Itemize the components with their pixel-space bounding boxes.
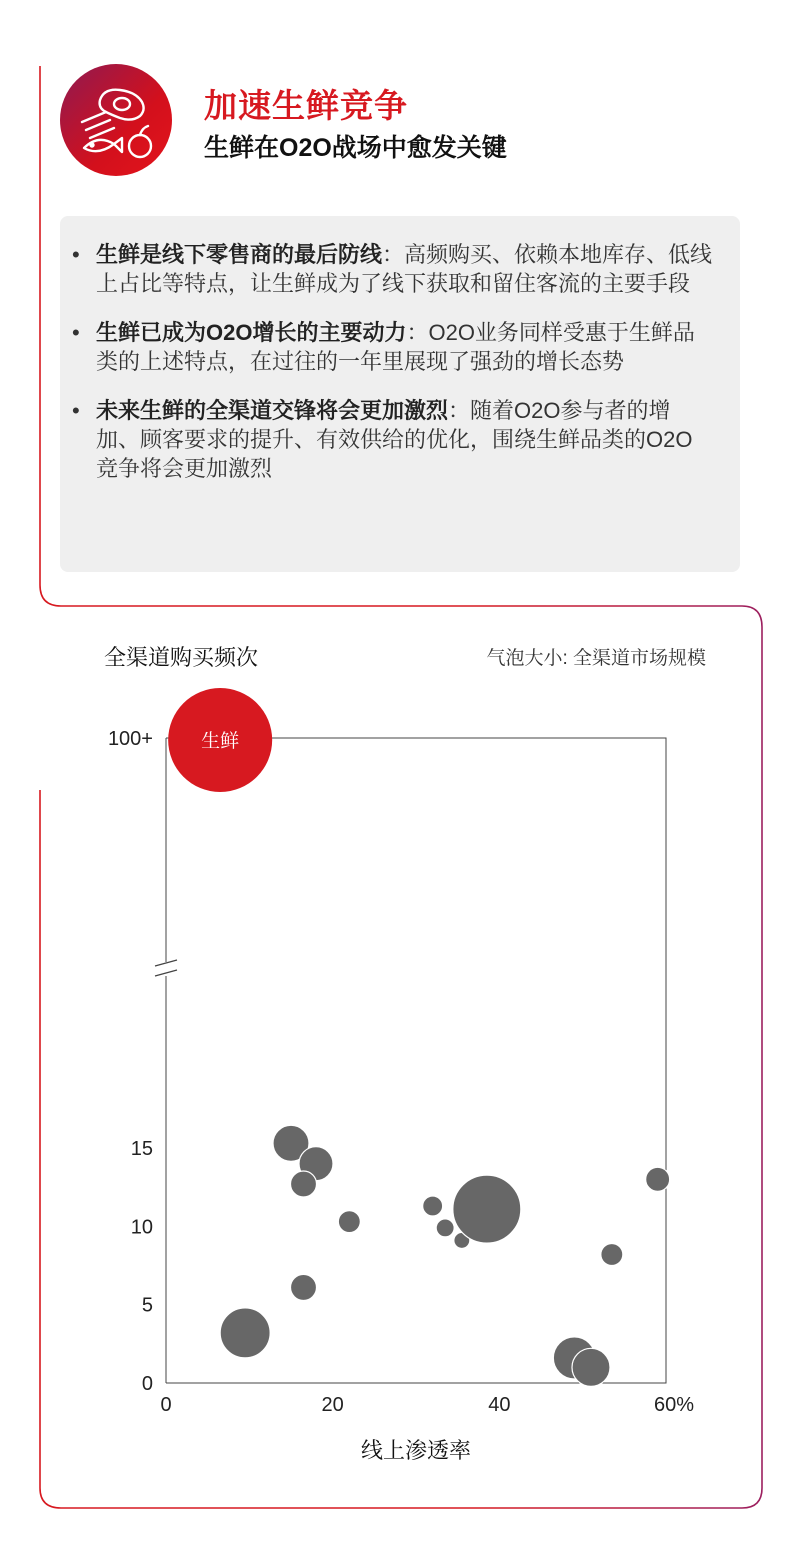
- bullet-heading: 生鲜是线下零售商的最后防线: [96, 242, 383, 267]
- bullet-text: ：高频购买、依赖本地库存、低线上占比等特点，让生鲜成为了线下获取和留住客流的主要手段: [96, 242, 713, 296]
- bullet-heading: 未来生鲜的全渠道交锋将会更加激烈: [96, 398, 449, 423]
- y-tick-label: 15: [130, 1138, 153, 1160]
- data-bubble: [436, 1219, 454, 1237]
- bullet-text: ：随着O2O参与者的增加、顾客要求的提升、有效供给的优化，围绕生鲜品类的O2O竞争将会更加激烈: [96, 398, 693, 481]
- highlight-bubble-label: 生鲜: [201, 731, 240, 752]
- data-bubble: [291, 1274, 317, 1300]
- plot-frame: [166, 738, 666, 1383]
- data-bubble: [601, 1244, 623, 1266]
- data-bubble: [646, 1167, 670, 1191]
- data-bubble: [572, 1348, 610, 1386]
- page-subtitle: 生鲜在O2O战场中愈发关键: [204, 134, 507, 162]
- y-tick-label: 0: [141, 1373, 153, 1395]
- data-bubble: [291, 1171, 317, 1197]
- axis-break-mark: [155, 970, 177, 976]
- data-bubble: [423, 1196, 443, 1216]
- y-tick-label: 5: [141, 1294, 153, 1317]
- bubble-size-legend: 气泡大小: 全渠道市场规模: [486, 648, 706, 669]
- x-tick-label: 60%: [653, 1394, 695, 1416]
- y-tick-label-break: 100+: [107, 728, 153, 750]
- data-bubble: [220, 1308, 270, 1358]
- bullet-text: ：O2O业务同样受惠于生鲜品类的上述特点，在过往的一年里展现了强劲的增长态势: [96, 320, 695, 374]
- data-bubble: [453, 1175, 521, 1243]
- x-axis-label: 线上渗透率: [360, 1438, 472, 1463]
- x-tick-label: 40: [488, 1394, 511, 1416]
- data-bubble: [338, 1211, 360, 1233]
- y-tick-label: 10: [130, 1216, 153, 1239]
- page-title: 加速生鲜竞争: [204, 87, 408, 124]
- bullet-heading: 生鲜已成为O2O增长的主要动力: [96, 320, 407, 345]
- chart-title: 全渠道购买频次: [104, 645, 259, 670]
- x-tick-label: 0: [160, 1394, 172, 1416]
- x-tick-label: 20: [321, 1394, 344, 1416]
